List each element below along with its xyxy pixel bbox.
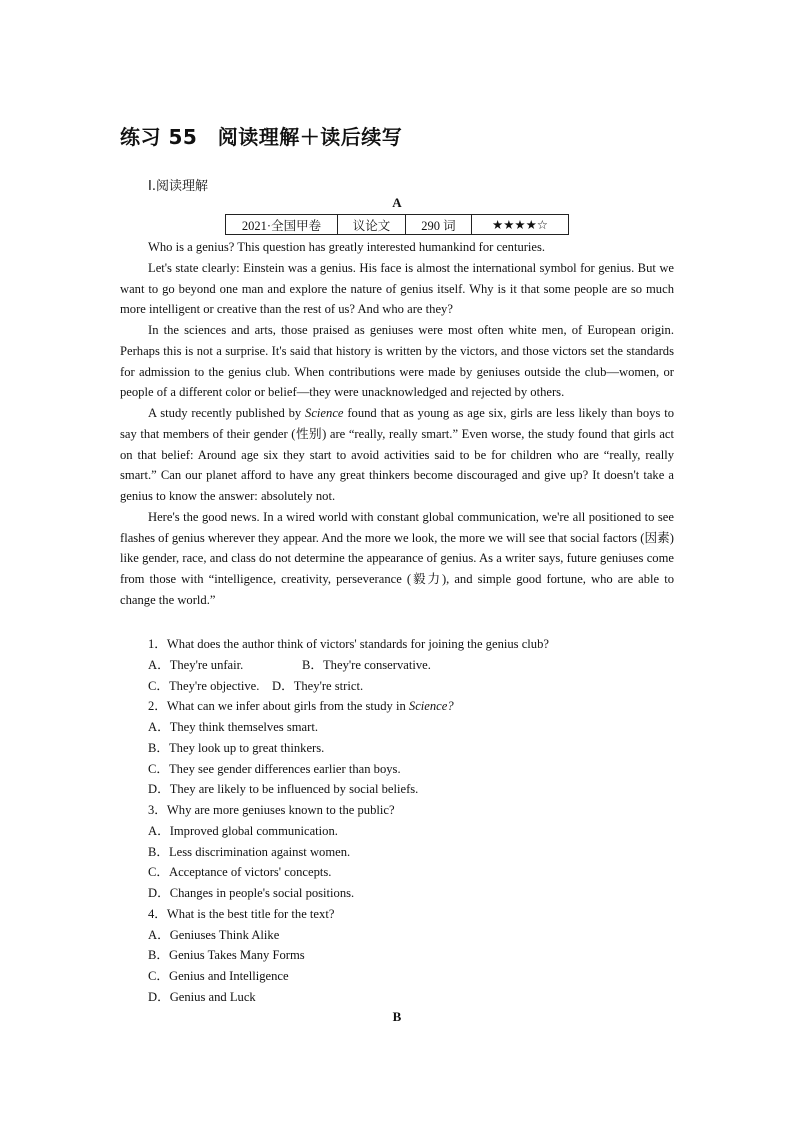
page-title: 练习 55 阅读理解＋读后续写 [120,125,403,149]
question-3-option-c[interactable]: C．Acceptance of victors' concepts. [148,865,332,880]
question-4-option-a[interactable]: A．Geniuses Think Alike [148,927,280,942]
question-2-option-d[interactable]: D．They are likely to be influenced by social beliefs. [148,782,419,797]
question-2-option-a[interactable]: A．They think themselves smart. [148,720,318,734]
info-genre: 议论文 [338,215,406,235]
info-source: 2021·全国甲卷 [226,215,338,235]
question-4-option-c[interactable]: C．Genius and Intelligence [148,969,289,983]
question-1-stem: 1．What does the author think of victors' standards for joining the genius club? [148,637,549,651]
question-1-option-c[interactable]: C．They're objective. [148,678,260,693]
paragraph-5: Here's the good news. In a wired world with constant global communication, we're all positioned to see flashes of genius wherever they appear. And the more we look, the more we will see that social factors (因素) like gender, race, and class do not determine the appearance of genius. As a writer says, future geniuses come from those with “intelligence, creativity, perseverance (毅力), and simple good fortune, who are able to change the world.” [120,509,674,607]
question-3-option-d[interactable]: D．Changes in people's social positions. [148,886,355,900]
info-word-count: 290 词 [406,215,472,235]
science-journal-name: Science [305,406,344,420]
question-2-stem-text: 2．What can we infer about girls from the study in [148,699,409,714]
question-2-stem [148,696,549,717]
paragraph-4-text-start: A study recently published by [148,406,306,420]
question-1-option-b[interactable]: B．They're conservative. [302,657,431,672]
question-4-option-b[interactable]: B．Genius Takes Many Forms [148,948,305,963]
section-label: Ⅰ.阅读理解 [148,179,208,194]
question-list [148,634,549,1008]
passage-a-label: A [392,195,402,210]
paragraph-4 [120,403,674,507]
question-1-option-d[interactable]: D．They're strict. [272,678,364,693]
question-3-stem: 3．Why are more geniuses known to the public? [148,803,395,817]
question-1-options-row-1 [148,655,549,676]
info-difficulty-stars: ★★★★☆ [472,215,569,235]
question-2-option-b[interactable]: B．They look up to great thinkers. [148,740,325,755]
paragraph-4-text-end: found that as young as age six, girls are less likely than boys to say that members of their gender (性别) are “really, really smart.” Even worse, the study found that girls act on that belief: Around age six they start to avoid activities said to be for children who are “really, really smart.” Can our planet afford to have any great thinkers become discouraged and give up? It doesn't take a genius to know the answer: absolutely not. [120,406,674,503]
passage-info-table [225,214,569,235]
question-1-options-row-2 [148,676,549,697]
question-2-science-name: Science? [408,699,454,714]
passage-a-body [120,237,674,611]
paragraph-3: In the sciences and arts, those praised as geniuses were most often white men, of European origin. Perhaps this is not a surprise. It's said that history is written by the victors, and those victors set the standards for admission to the genius club. When contributions were made by geniuses outside the club—women, or people of a different color or belief—they were unacknowledged and rejected by others. [120,323,674,400]
question-3-option-b[interactable]: B．Less discrimination against women. [148,844,351,859]
question-3-option-a[interactable]: A．Improved global communication. [148,823,338,838]
paragraph-1: Who is a genius? This question has greatly interested humankind for centuries. [148,240,546,254]
question-2-option-c[interactable]: C．They see gender differences earlier than boys. [148,761,401,776]
passage-b-label: B [392,1009,402,1024]
paragraph-2: Let's state clearly: Einstein was a genius. His face is almost the international symbol for genius. But we want to go beyond one man and explore the nature of genius itself. Why is it that some people are so much more intelligent or creative than the rest of us? And who are they? [120,260,674,317]
question-4-option-d[interactable]: D．Genius and Luck [148,989,256,1004]
question-4-stem: 4．What is the best title for the text? [148,906,335,921]
question-1-option-a[interactable]: A．They're unfair. [148,657,244,672]
